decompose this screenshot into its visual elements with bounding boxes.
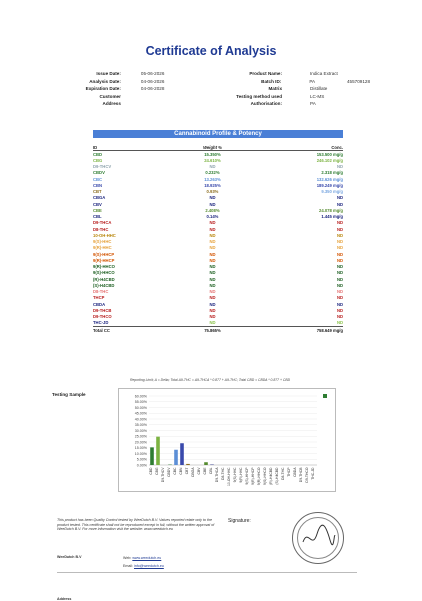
cell-id: D8-THC xyxy=(93,226,165,232)
info-value: Indica Extract xyxy=(310,70,348,78)
y-tick-label: 20.00% xyxy=(135,440,148,444)
cell-conc: ND xyxy=(260,226,343,232)
cell-id: 9(S)-HHCO xyxy=(93,270,165,276)
x-tick-label: D9-THCO xyxy=(305,467,309,482)
cell-conc: ND xyxy=(260,239,343,245)
left-info-row xyxy=(60,100,190,108)
cell-weight: ND xyxy=(165,251,260,257)
cell-conc: ND xyxy=(260,264,343,270)
cell-weight: 0.232% xyxy=(165,170,260,176)
cell-weight: 15.350% xyxy=(165,151,260,158)
right-info-row xyxy=(200,78,370,86)
cell-conc: ND xyxy=(260,282,343,288)
reporting-note: Reporting Limit; Δ = Delta; Total Δ9-THC = Δ9-THCA * 0.877 + Δ9-THC; Total CBD = CBDA * 0.877 + CBD xyxy=(60,378,360,382)
cell-conc: ND xyxy=(260,295,343,301)
cell-conc: ND xyxy=(260,289,343,295)
total-id: Total CC xyxy=(93,327,165,334)
info-label: Issue Date: xyxy=(60,70,121,78)
info-extra: 455709128 xyxy=(347,78,370,86)
x-tick-label: CBL xyxy=(209,467,213,474)
bar xyxy=(186,464,190,465)
cell-id: CBG xyxy=(93,157,165,163)
cell-conc: ND xyxy=(260,320,343,327)
y-tick-label: 30.00% xyxy=(135,429,148,433)
cell-id: 9(S)-HHCP xyxy=(93,251,165,257)
cell-conc: ND xyxy=(260,245,343,251)
y-tick-label: 25.00% xyxy=(135,435,148,439)
total-weight: 75.865% xyxy=(165,327,260,334)
cell-weight: 0.93% xyxy=(165,189,260,195)
left-info-row xyxy=(60,70,190,78)
cell-id: CBDA xyxy=(93,301,165,307)
cell-id: D8-THC xyxy=(93,289,165,295)
x-tick-label: CBDV xyxy=(167,467,171,477)
cell-weight: ND xyxy=(165,201,260,207)
left-info-row xyxy=(60,93,190,101)
cell-weight: ND xyxy=(165,307,260,313)
x-tick-label: D8-THC xyxy=(281,467,285,480)
cell-conc: ND xyxy=(260,201,343,207)
cell-conc: 1.445 mg/g xyxy=(260,214,343,220)
x-tick-label: CBN xyxy=(179,467,183,475)
x-tick-label: 9(R)-HHCP xyxy=(251,467,255,485)
bar xyxy=(150,447,154,465)
cell-id: (S)-H4CBD xyxy=(93,282,165,288)
cell-id: 9(R)-HHCP xyxy=(93,257,165,263)
right-info xyxy=(200,70,370,108)
info-label: Address xyxy=(60,100,121,108)
cell-weight: 18.925% xyxy=(165,182,260,188)
x-tick-label: (S)-H4CBD xyxy=(275,467,279,485)
x-tick-label: THCP xyxy=(287,467,291,477)
cell-weight: ND xyxy=(165,301,260,307)
total-conc: 758.649 mg/g xyxy=(260,327,343,334)
cell-weight: ND xyxy=(165,226,260,232)
cell-id: CBDV xyxy=(93,170,165,176)
right-info-row xyxy=(200,85,370,93)
table-row xyxy=(93,320,343,327)
x-tick-label: CBGA xyxy=(191,467,195,477)
cell-conc: ND xyxy=(260,276,343,282)
y-tick-label: 40.00% xyxy=(135,417,148,421)
cell-weight: 13.263% xyxy=(165,176,260,182)
cell-conc: 24.078 mg/g xyxy=(260,207,343,213)
cell-id: THC-JD xyxy=(93,320,165,327)
page-title: Certificate of Analysis xyxy=(0,44,422,58)
cell-weight: 0.14% xyxy=(165,214,260,220)
potency-chart-svg xyxy=(119,389,335,491)
cell-id: D9-THCV xyxy=(93,164,165,170)
y-tick-label: 45.00% xyxy=(135,412,148,416)
col-header-weight: Weight % xyxy=(165,144,260,151)
info-label: Expiration Date: xyxy=(60,85,121,93)
table-row xyxy=(93,151,343,158)
cell-id: THCP xyxy=(93,295,165,301)
cell-conc: 189.249 mg/g xyxy=(260,182,343,188)
x-tick-label: 9(R)-HHC xyxy=(239,467,243,483)
x-tick-label: (R)-H4CBD xyxy=(269,467,273,485)
x-tick-label: CBV xyxy=(197,467,201,475)
cell-weight: ND xyxy=(165,289,260,295)
x-tick-label: D9-THCV xyxy=(161,467,165,482)
cell-weight: ND xyxy=(165,245,260,251)
info-value: PA xyxy=(309,78,347,86)
right-info-row xyxy=(200,100,370,108)
x-tick-label: D9-THCA xyxy=(215,467,219,482)
footer-email-label: Email: xyxy=(123,564,133,568)
x-tick-label: D8-THC xyxy=(221,467,225,480)
cell-weight: ND xyxy=(165,270,260,276)
cell-id: 9(R)-HHC xyxy=(93,245,165,251)
cell-conc: ND xyxy=(260,307,343,313)
cell-id: CBV xyxy=(93,201,165,207)
cell-weight: ND xyxy=(165,264,260,270)
x-tick-label: CBD xyxy=(149,467,153,475)
left-info-row xyxy=(60,78,190,86)
bar xyxy=(180,443,184,465)
cell-id: CBT xyxy=(93,189,165,195)
x-tick-label: 9(S)-HHCO xyxy=(263,467,267,485)
bar xyxy=(174,450,178,465)
info-label: Authorisation: xyxy=(200,100,282,108)
cell-id: D9-THCA xyxy=(93,220,165,226)
cell-weight: ND xyxy=(165,276,260,282)
cell-weight: ND xyxy=(165,195,260,201)
cell-id: D9-THCO xyxy=(93,314,165,320)
cell-id: D9-THCB xyxy=(93,307,165,313)
cell-conc: ND xyxy=(260,257,343,263)
signature-scribble xyxy=(300,522,336,552)
footer-company: WeeDutch B.V xyxy=(57,555,82,559)
cell-conc: 9.350 mg/g xyxy=(260,189,343,195)
x-tick-label: CBDA xyxy=(293,467,297,477)
footer-web-label: Web: xyxy=(123,556,131,560)
total-row xyxy=(93,327,343,334)
cell-weight: ND xyxy=(165,164,260,170)
info-value: Distillate xyxy=(310,85,348,93)
x-tick-label: D9-THCB xyxy=(299,467,303,482)
cell-weight: ND xyxy=(165,295,260,301)
cell-weight: ND xyxy=(165,220,260,226)
info-label: Customer xyxy=(60,93,121,101)
bar xyxy=(204,462,208,465)
cell-id: CBE xyxy=(93,207,165,213)
x-tick-label: CBT xyxy=(185,468,189,475)
x-tick-label: 9(S)-HHC xyxy=(233,467,237,482)
cell-weight: ND xyxy=(165,257,260,263)
cell-conc: 2.318 mg/g xyxy=(260,170,343,176)
disclaimer: This product has been Quality Control tested by WeeDutch B.V. Values reported relate only to the product tested. This certificate shall not be reproduced except in full, without the written approval of WeeDutch B.V. For more information visit the website: www.weedutch.eu xyxy=(57,518,217,532)
cell-id: CBGA xyxy=(93,195,165,201)
x-tick-label: 9(R)-HHCO xyxy=(257,467,261,485)
cell-id: (R)-H4CBD xyxy=(93,276,165,282)
left-info-row xyxy=(60,85,190,93)
cell-conc: 153.500 mg/g xyxy=(260,151,343,158)
right-info-row xyxy=(200,93,370,101)
cell-conc: ND xyxy=(260,301,343,307)
testing-sample-label: Testing Sample xyxy=(52,392,86,397)
info-value: PA xyxy=(310,100,348,108)
y-tick-label: 35.00% xyxy=(135,423,148,427)
cell-weight: ND xyxy=(165,232,260,238)
y-tick-label: 10.00% xyxy=(135,452,148,456)
footer-address: Address xyxy=(57,597,71,601)
cell-weight: ND xyxy=(165,239,260,245)
info-value: 04-06-2028 xyxy=(141,85,190,93)
footer-email xyxy=(123,564,164,568)
info-value: 05-06-2026 xyxy=(141,70,190,78)
cell-id: CBN xyxy=(93,182,165,188)
info-value xyxy=(141,100,190,108)
potency-chart xyxy=(118,388,336,492)
cell-id: CBD xyxy=(93,151,165,158)
cannabinoid-table xyxy=(93,144,343,333)
info-label: Product Name: xyxy=(200,70,282,78)
info-value: 04-06-2026 xyxy=(141,78,190,86)
cell-conc: ND xyxy=(260,270,343,276)
signature-label: Signature: xyxy=(228,518,251,524)
footer-divider xyxy=(57,572,357,573)
cell-weight: ND xyxy=(165,320,260,327)
cell-id: 9(S)-HHC xyxy=(93,239,165,245)
cell-conc: 132.626 mg/g xyxy=(260,176,343,182)
left-info xyxy=(60,70,190,108)
x-tick-label: 9(S)-HHCP xyxy=(245,467,249,485)
cell-id: 9(R)-HHCO xyxy=(93,264,165,270)
cell-weight: 24.610% xyxy=(165,157,260,163)
footer-email-link[interactable]: info@weedutch.eu xyxy=(134,564,164,568)
col-header-id: ID xyxy=(93,144,165,151)
section-title-bar: Cannabinoid Profile & Potency xyxy=(93,130,343,138)
bar xyxy=(156,437,160,465)
cell-conc: 246.102 mg/g xyxy=(260,157,343,163)
cell-id: CBL xyxy=(93,214,165,220)
y-tick-label: 55.00% xyxy=(135,400,148,404)
info-label: Analysis Date: xyxy=(60,78,121,86)
cell-conc: ND xyxy=(260,164,343,170)
info-label: Testing method used xyxy=(200,93,282,101)
x-tick-label: CBE xyxy=(203,467,207,475)
y-tick-label: 0.00% xyxy=(137,463,148,467)
footer-web xyxy=(123,556,161,560)
info-label: Matrix xyxy=(200,85,282,93)
x-tick-label: 10-OH-HHC xyxy=(227,467,231,486)
cell-weight: ND xyxy=(165,282,260,288)
legend-swatch xyxy=(323,394,327,398)
footer-web-link[interactable]: www.weedutch.eu xyxy=(132,556,161,560)
cell-conc: ND xyxy=(260,232,343,238)
cell-conc: ND xyxy=(260,220,343,226)
col-header-conc: Conc. xyxy=(260,144,343,151)
y-tick-label: 15.00% xyxy=(135,446,148,450)
cell-id: 10-OH-HHC xyxy=(93,232,165,238)
x-tick-label: CBC xyxy=(173,467,177,475)
cell-weight: 2.408% xyxy=(165,207,260,213)
x-tick-label: CBG xyxy=(155,467,159,475)
cell-weight: ND xyxy=(165,314,260,320)
cell-conc: ND xyxy=(260,251,343,257)
info-value xyxy=(141,93,190,101)
y-tick-label: 60.00% xyxy=(135,394,148,398)
info-label: Batch ID: xyxy=(200,78,281,86)
x-tick-label: THC-JD xyxy=(311,467,315,480)
right-info-row xyxy=(200,70,370,78)
cell-conc: ND xyxy=(260,314,343,320)
y-tick-label: 50.00% xyxy=(135,406,148,410)
info-value: LC-MS xyxy=(310,93,348,101)
cell-conc: ND xyxy=(260,195,343,201)
y-tick-label: 5.00% xyxy=(137,458,148,462)
cell-id: CBC xyxy=(93,176,165,182)
